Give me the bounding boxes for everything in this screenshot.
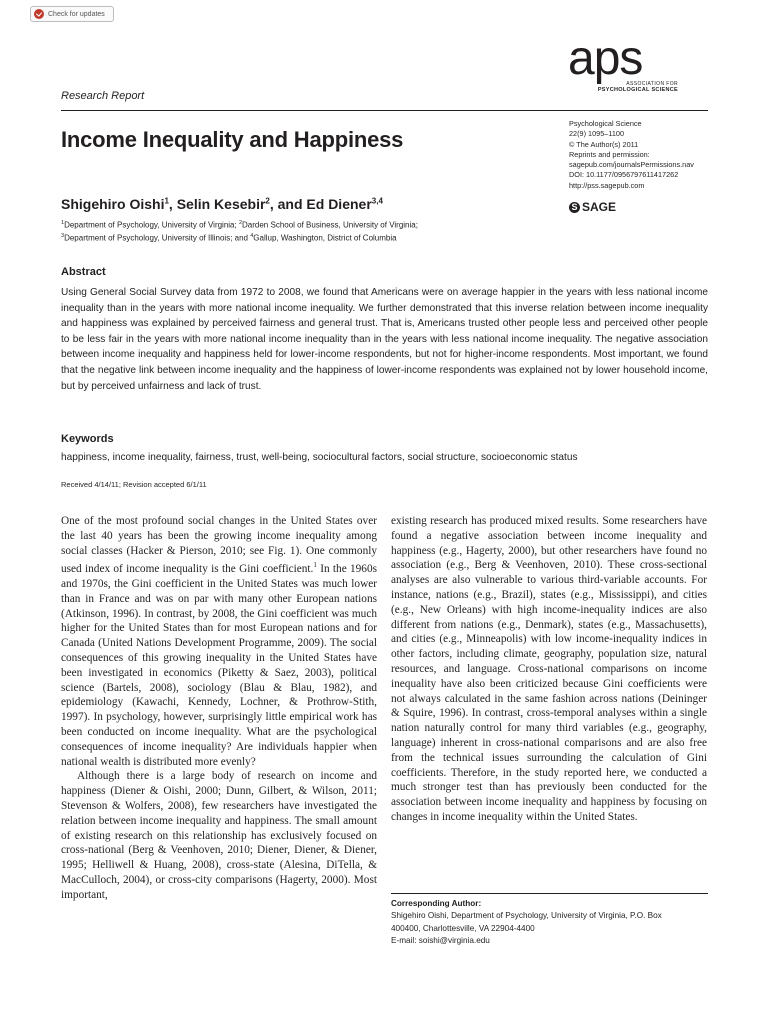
aps-logo	[568, 32, 678, 93]
affiliation-sup: 3	[61, 232, 65, 239]
body-column-right	[391, 514, 707, 825]
author-affil-sup: 2	[265, 196, 270, 206]
check-for-updates-badge[interactable]	[30, 6, 114, 22]
sage-logo	[569, 200, 616, 214]
corresponding-author-email[interactable]: E-mail: soishi@virginia.edu	[391, 935, 490, 945]
keywords-text: happiness, income inequality, fairness, trust, well-being, sociocultural factors, social structure, socioeconomic status	[61, 452, 578, 463]
author-separator: , and	[269, 196, 307, 212]
body-text: One of the most profound social changes in the United States over the last 40 years has been the growing income inequality among social classes (Hacker & Pierson, 2010; see Fig. 1). One commonly used index of income inequality is the Gini coefficient.	[61, 515, 377, 576]
body-paragraph	[61, 514, 377, 769]
author-name: Ed Diener	[306, 196, 372, 212]
affiliation-text: Darden School of Business, University of Virginia;	[242, 220, 418, 230]
affiliation-text: Gallup, Washington, District of Columbia	[253, 233, 397, 243]
affiliation-line	[61, 218, 418, 231]
reprints-label: Reprints and permission:	[569, 149, 650, 159]
footnote-marker[interactable]: 1	[313, 561, 317, 570]
journal-url[interactable]: http://pss.sagepub.com	[569, 180, 645, 190]
affiliations	[61, 218, 418, 243]
header-divider	[61, 110, 708, 111]
author-list	[61, 196, 383, 212]
check-for-updates-label: Check for updates	[48, 10, 105, 18]
footnote-divider	[391, 893, 708, 894]
corresponding-author-address: Shigehiro Oishi, Department of Psychology, University of Virginia, P.O. Box	[391, 911, 662, 921]
author-separator: ,	[168, 196, 177, 212]
check-icon	[34, 9, 44, 19]
aps-logo-line2: PSYCHOLOGICAL SCIENCE	[597, 87, 678, 93]
affiliation-sup: 2	[238, 220, 243, 226]
affiliation-text: Department of Psychology, University of Virginia;	[64, 220, 239, 230]
journal-volume: 22(9) 1095–1100	[569, 129, 625, 139]
author-name: Selin Kesebir	[176, 196, 266, 212]
abstract-heading: Abstract	[61, 266, 106, 278]
corresponding-author	[391, 898, 708, 947]
aps-logo-line1: ASSOCIATION FOR	[626, 81, 678, 87]
abstract-text: Using General Social Survey data from 1972 to 2008, we found that Americans were on average happier in the years with less national income inequality than in the years with more national income inequality. We further demonstrated that this inverse relation between income inequality and happiness was explained by perceived fairness and general trust. That is, Americans trusted other people less and perceived other people to be less fair in the years with more national income inequality than in the years with less national income inequality. The negative association between income inequality and happiness held for lower-income respondents, but not for higher-income respondents. Most important, we found that the negative link between income inequality and the happiness of lower-income respondents was explained not by lower household income, but by perceived unfairness and lack of trust.	[61, 287, 708, 392]
author-name: Shigehiro Oishi	[61, 196, 165, 212]
affiliation-sup: 4	[250, 232, 254, 239]
aps-logo-letters: aps	[568, 32, 643, 85]
corresponding-author-heading: Corresponding Author:	[391, 899, 482, 908]
affiliation-line	[61, 231, 418, 244]
body-paragraph: Although there is a large body of research on income and happiness (Diener & Oishi, 2000; Dunn, Gilbert, & Wilson, 2011; Stevenson & Wolfers, 2008), few researchers have investigated the relation between income inequality and happiness. The small amount of existing research on this relationship has exclusively focused on cross-national (Berg & Veenhoven, 2010; Diener, Diener, & Diener, 1995; Helliwell & Huang, 2008), cross-state (Alesina, DiTella, & MacCulloch, 2004), or cross-city comparisons (Hagerty, 2000). Most important,	[61, 770, 377, 901]
received-dates: Received 4/14/11; Revision accepted 6/1/11	[61, 480, 207, 489]
copyright: © The Author(s) 2011	[569, 139, 639, 149]
sage-label: SAGE	[582, 200, 617, 214]
journal-name: Psychological Science	[569, 119, 642, 128]
author-affil-sup: 3,4	[371, 196, 383, 206]
article-type: Research Report	[61, 90, 145, 102]
article-title: Income Inequality and Happiness	[61, 127, 404, 152]
doi[interactable]: DOI: 10.1177/0956797611417262	[569, 170, 679, 180]
body-column-left	[61, 514, 377, 902]
journal-info	[569, 119, 694, 191]
sage-icon: S	[569, 202, 580, 213]
affiliation-text: Department of Psychology, University of Illinois; and	[64, 233, 251, 243]
author-affil-sup: 1	[164, 196, 169, 206]
body-text: In the 1960s and 1970s, the Gini coefficient in the United States was much lower than in France and was on par with many other European nations (Atkinson, 1996). In contrast, by 2008, the Gini coefficient was much higher for the United States than for most European nations and for Canada (United Nations Development Programme, 2009). The social consequences of this growing inequality in the United States have been investigated in economics (Piketty & Saez, 2003), political science (Bartels, 2008), sociology (Blau & Blau, 1982), and epidemiology (Kawachi, Kennedy, Lochner, & Prothrow-Stith, 1997). In psychology, however, surprisingly little empirical work has been conducted on income inequality. What are the psychological consequences of income inequality? Are individuals happier when national wealth is distributed more evenly?	[61, 563, 377, 768]
body-paragraph: existing research has produced mixed results. Some researchers have found a negative association between income inequality and happiness (e.g., Hagerty, 2000), but other researchers have found no association (e.g., Berg & Veenhoven, 2010). These cross-sectional analyses are also vulnerable to various third-variable accounts. For instance, nations (e.g., Brazil), states (e.g., Mississippi), and cities (e.g., New Orleans) with high income-inequality indices are also different from nations (e.g., Denmark), states (e.g., Massachusetts), and cities (e.g., Minneapolis) with low income-inequality indices in other factors, including climate, geography, population size, natural resources, and language. Cross-national comparisons on income inequality have also been criticized because Gini coefficients were not always calculated in the same fashion across nations (Deininger & Squire, 1996). In contrast, cross-temporal analyses within a single nation naturally control for many third variables (e.g., geography, language) inherent in cross-national comparisons and are also free from the technical issues surrounding the calculation of Gini coefficients. Therefore, in the study reported here, we conducted a much stronger test than has previously been conducted for the association between income inequality and happiness by focusing on changes in income inequality within the United States.	[391, 515, 707, 823]
affiliation-sup: 1	[61, 220, 65, 226]
permissions-link[interactable]: sagepub.com/journalsPermissions.nav	[569, 160, 694, 170]
corresponding-author-address: 400400, Charlottesville, VA 22904-4400	[391, 923, 535, 933]
keywords-heading: Keywords	[61, 433, 114, 445]
